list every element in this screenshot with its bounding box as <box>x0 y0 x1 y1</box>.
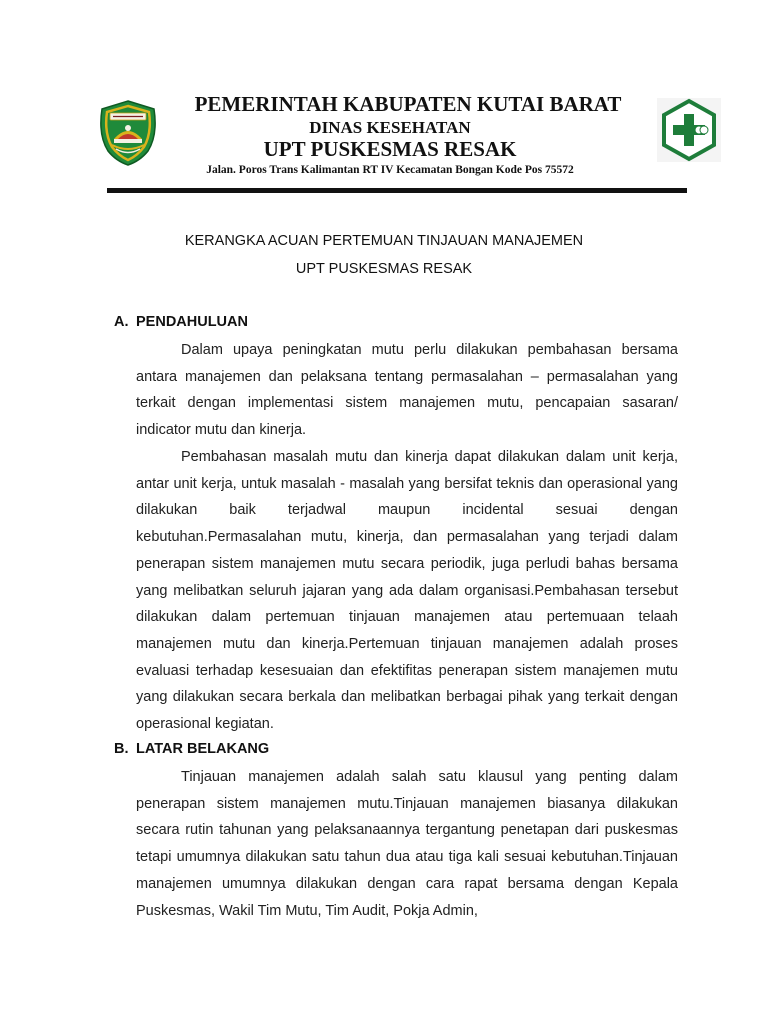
section-letter: B. <box>114 741 129 757</box>
section-title: LATAR BELAKANG <box>136 741 270 757</box>
section-letter: A. <box>114 314 129 330</box>
document-title: KERANGKA ACUAN PERTEMUAN TINJAUAN MANAJEMEN <box>184 233 584 249</box>
puskesmas-cross-logo <box>657 98 721 162</box>
paragraph: Dalam upaya peningkatan mutu perlu dilakukan pembahasan bersama antara manajemen dan pelaksana tentang permasalahan – permasalahan yang terkait dengan implementasi sistem manajemen mutu, pencapaian sasaran/ indicator mutu dan kinerja. <box>136 342 678 439</box>
paragraph: Pembahasan masalah mutu dan kinerja dapat dilakukan dalam unit kerja, antar unit kerja, untuk masalah - masalah yang bersifat teknis dan operasional yang dilakukan baik terjadwal maupun incidental sesuai dengan kebutuhan.Permasalahan mutu, kinerja, dan permasalahan yang terjadi dalam penerapan sistem manajemen mutu secara periodik, juga perludi bahas bersama yang melibatkan seluruh jajaran yang ada dalam organisasi.Pembahasan tersebut dilakukan dalam pertemuan tinjauan manajemen atau pertemuaan telaah manajemen mutu dan kinerja.Pertemuan tinjauan manajemen adalah proses evaluasi terhadap kesesuaian dan efektifitas penerapan sistem manajemen mutu yang dilakukan secara berkala dan melibatkan berbagai pihak yang terkait dengan operasional kegiatan. <box>136 449 678 733</box>
letterhead-unit-name: UPT PUSKESMAS RESAK <box>263 137 517 161</box>
document-subtitle: UPT PUSKESMAS RESAK <box>295 261 473 277</box>
section-title: PENDAHULUAN <box>136 314 248 330</box>
paragraph: Tinjauan manajemen adalah salah satu klausul yang penting dalam penerapan sistem manajemen mutu.Tinjauan manajemen biasanya dilakukan secara rutin tahunan yang pelaksanaannya tergantung penetapan dari puskesmas tetapi umumnya dilakukan satu tahun dua atau tiga kali sesuai kebutuhan.Tinjauan manajemen umumnya dilakukan dengan cara rapat bersama dengan Kepala Puskesmas, Wakil Tim Mutu, Tim Audit, Pokja Admin, <box>136 769 678 919</box>
letterhead-divider <box>107 188 687 193</box>
letterhead-department-name: DINAS KESEHATAN <box>309 118 471 137</box>
section-heading-pendahuluan <box>114 314 248 330</box>
kutai-barat-emblem-logo <box>96 99 160 167</box>
letterhead-address: Jalan. Poros Trans Kalimantan RT IV Kecamatan Bongan Kode Pos 75572 <box>206 164 574 176</box>
section-heading-latar-belakang <box>114 741 269 757</box>
letterhead-government-name: PEMERINTAH KABUPATEN KUTAI BARAT <box>194 92 622 116</box>
